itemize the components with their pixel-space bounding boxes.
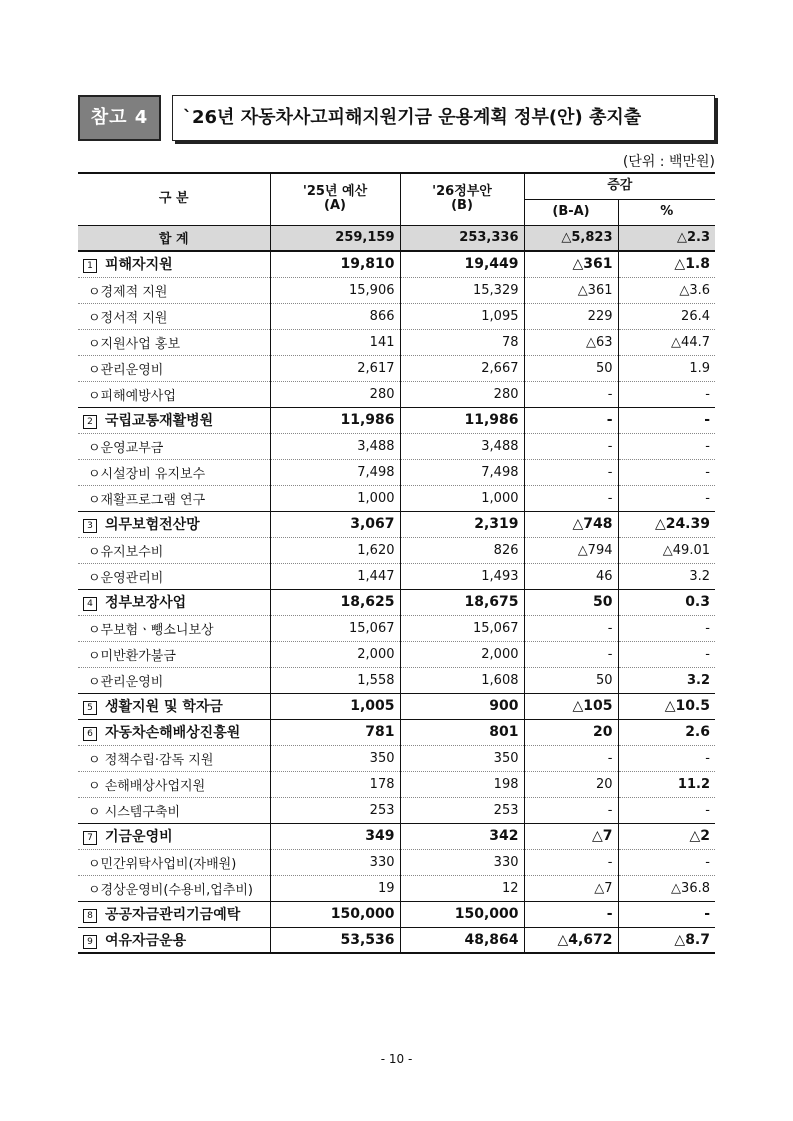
table-row [78,355,715,381]
value-pct: - [618,615,715,641]
page-title: `26년 자동차사고피해지원기금 운용계획 정부(안) 총지출 [172,95,715,141]
value-b: 1,493 [400,563,524,589]
row-label-text: ㅇ운영교부금 [88,440,164,456]
row-label [78,459,270,485]
value-a: 53,536 [270,927,400,953]
value-b: 826 [400,537,524,563]
row-label-text: 생활지원 및 학자금 [105,699,223,715]
value-a: 141 [270,329,400,355]
title-row [78,95,715,141]
value-pct: △2 [618,823,715,849]
category-row [78,823,715,849]
value-pct: - [618,485,715,511]
value-b: 253 [400,797,524,823]
value-diff: △105 [524,693,618,719]
table-row [78,485,715,511]
value-a: 11,986 [270,407,400,433]
value-b: 198 [400,771,524,797]
value-diff: - [524,381,618,407]
value-b: 78 [400,329,524,355]
value-pct: 11.2 [618,771,715,797]
value-diff: - [524,407,618,433]
value-diff: △361 [524,277,618,303]
row-label [78,823,270,849]
value-b: 48,864 [400,927,524,953]
value-pct: △44.7 [618,329,715,355]
row-label [78,849,270,875]
value-a: 178 [270,771,400,797]
value-diff: △7 [524,875,618,901]
row-label-text: ㅇ재활프로그램 연구 [88,492,206,508]
value-diff: △794 [524,537,618,563]
row-label [78,667,270,693]
row-label-text: ㅇ지원사업 홍보 [88,336,181,352]
header-col-a [270,173,400,225]
value-a: 330 [270,849,400,875]
total-diff: △5,823 [524,225,618,251]
value-pct: 0.3 [618,589,715,615]
table-row [78,563,715,589]
header-col-b [400,173,524,225]
value-pct: - [618,433,715,459]
table-row [78,381,715,407]
value-pct: △24.39 [618,511,715,537]
value-pct: - [618,407,715,433]
value-b: 342 [400,823,524,849]
value-diff: △748 [524,511,618,537]
total-pct: △2.3 [618,225,715,251]
row-label-text: ㅇ민간위탁사업비(자배원) [88,856,237,872]
value-a: 2,617 [270,355,400,381]
total-row [78,225,715,251]
table-row [78,849,715,875]
value-b: 280 [400,381,524,407]
row-label [78,537,270,563]
value-b: 2,667 [400,355,524,381]
table-row [78,277,715,303]
category-row [78,407,715,433]
value-diff: - [524,745,618,771]
value-pct: △8.7 [618,927,715,953]
value-diff: - [524,641,618,667]
row-label [78,303,270,329]
category-row [78,719,715,745]
row-label [78,563,270,589]
value-b: 19,449 [400,251,524,277]
value-pct: - [618,381,715,407]
row-label-text: ㅇ관리운영비 [88,362,164,378]
row-label-text: 정부보장사업 [105,595,187,611]
header-col-a-line1: '25년 예산 [302,184,368,200]
row-label-text: ㅇ피해예방사업 [88,388,176,404]
table-row [78,771,715,797]
value-pct: △36.8 [618,875,715,901]
value-a: 349 [270,823,400,849]
value-b: 11,986 [400,407,524,433]
value-pct: △1.8 [618,251,715,277]
reference-badge: 참고 4 [78,95,161,141]
value-diff: 20 [524,771,618,797]
row-label-text: 기금운영비 [105,829,173,845]
value-b: 18,675 [400,589,524,615]
row-label-text: ㅇ유지보수비 [88,544,164,560]
category-number: 2 [83,415,97,429]
row-label-text: ㅇ정서적 지원 [88,310,168,326]
table-row [78,797,715,823]
value-a: 1,447 [270,563,400,589]
value-diff: 50 [524,589,618,615]
value-b: 1,000 [400,485,524,511]
row-label [78,641,270,667]
header-change: 증감 [607,178,633,194]
value-b: 350 [400,745,524,771]
value-pct: 3.2 [618,563,715,589]
row-label [78,875,270,901]
value-b: 1,095 [400,303,524,329]
value-b: 330 [400,849,524,875]
table-row [78,459,715,485]
value-pct: - [618,745,715,771]
category-row [78,511,715,537]
table-row [78,615,715,641]
value-a: 1,558 [270,667,400,693]
value-diff: - [524,901,618,927]
category-number: 8 [83,909,97,923]
category-row [78,901,715,927]
category-number: 4 [83,597,97,611]
header-change-diff: (B-A) [524,199,618,225]
row-label [78,381,270,407]
value-b: 801 [400,719,524,745]
value-b: 15,067 [400,615,524,641]
category-number: 9 [83,935,97,949]
value-diff: △4,672 [524,927,618,953]
value-diff: 229 [524,303,618,329]
row-label-text: ㅇ무보험ㆍ뺑소니보상 [88,622,214,638]
row-label [78,511,270,537]
value-diff: 20 [524,719,618,745]
row-label-text: ㅇ시설장비 유지보수 [88,466,206,482]
value-b: 3,488 [400,433,524,459]
row-label-text: ㅇ관리운영비 [88,674,164,690]
row-label [78,433,270,459]
row-label [78,589,270,615]
value-diff: 50 [524,355,618,381]
row-label [78,927,270,953]
row-label-text: 자동차손해배상진흥원 [105,725,241,741]
value-a: 1,005 [270,693,400,719]
category-row [78,927,715,953]
category-number: 1 [83,259,97,273]
row-label [78,329,270,355]
value-a: 350 [270,745,400,771]
row-label-text: ㅇ 시스템구축비 [88,804,181,820]
header-change-pct: % [618,199,715,225]
value-b: 12 [400,875,524,901]
total-label: 합 계 [78,225,270,251]
header-col-a-line2: (A) [324,198,346,214]
value-a: 866 [270,303,400,329]
row-label [78,355,270,381]
value-diff: - [524,459,618,485]
table-row [78,433,715,459]
value-a: 1,620 [270,537,400,563]
table-row [78,329,715,355]
row-label [78,693,270,719]
value-pct: 26.4 [618,303,715,329]
row-label-text: 국립교통재활병원 [105,413,214,429]
row-label [78,615,270,641]
table-header-row [78,173,715,199]
category-row [78,251,715,277]
value-b: 2,319 [400,511,524,537]
category-row [78,589,715,615]
category-number: 5 [83,701,97,715]
value-diff: - [524,615,618,641]
row-label-text: 의무보험전산망 [105,517,200,533]
value-diff: △7 [524,823,618,849]
value-a: 19,810 [270,251,400,277]
value-b: 150,000 [400,901,524,927]
row-label-text: 피해자지원 [105,257,173,274]
value-diff: 46 [524,563,618,589]
total-b: 253,336 [400,225,524,251]
category-number: 7 [83,831,97,845]
value-diff: 50 [524,667,618,693]
value-a: 19 [270,875,400,901]
page-number: - 10 - [380,1052,413,1066]
value-diff: △63 [524,329,618,355]
value-pct: △49.01 [618,537,715,563]
table-row [78,875,715,901]
row-label-text: ㅇ운영관리비 [88,570,164,586]
table-row [78,537,715,563]
value-a: 15,067 [270,615,400,641]
unit-label: (단위 : 백만원) [622,154,715,170]
category-row [78,693,715,719]
value-pct: 2.6 [618,719,715,745]
value-b: 2,000 [400,641,524,667]
row-label-text: ㅇ미반환가불금 [88,648,176,664]
table-row [78,641,715,667]
value-diff: - [524,433,618,459]
value-pct: - [618,797,715,823]
value-b: 1,608 [400,667,524,693]
row-label-text: ㅇ 정책수립·감독 지원 [88,752,214,768]
value-a: 781 [270,719,400,745]
row-label [78,745,270,771]
value-pct: 3.2 [618,667,715,693]
value-pct: - [618,641,715,667]
category-number: 3 [83,519,97,533]
value-diff: - [524,797,618,823]
value-a: 280 [270,381,400,407]
row-label-text: 여유자금운용 [105,932,187,949]
value-b: 900 [400,693,524,719]
value-a: 1,000 [270,485,400,511]
header-col-b-line2: (B) [451,198,473,214]
total-a: 259,159 [270,225,400,251]
value-pct: - [618,901,715,927]
value-b: 7,498 [400,459,524,485]
value-pct: - [618,459,715,485]
category-number: 6 [83,727,97,741]
budget-table [78,172,715,954]
value-a: 150,000 [270,901,400,927]
row-label [78,407,270,433]
value-b: 15,329 [400,277,524,303]
value-diff: △361 [524,251,618,277]
table-row [78,745,715,771]
value-a: 15,906 [270,277,400,303]
row-label-text: ㅇ경제적 지원 [88,284,168,300]
header-category: 구 분 [78,173,270,225]
value-a: 3,488 [270,433,400,459]
value-pct: △3.6 [618,277,715,303]
row-label [78,901,270,927]
row-label [78,797,270,823]
row-label-text: ㅇ경상운영비(수용비,업추비) [88,882,253,898]
value-diff: - [524,485,618,511]
value-a: 253 [270,797,400,823]
value-pct: △10.5 [618,693,715,719]
row-label [78,251,270,277]
value-a: 2,000 [270,641,400,667]
row-label [78,277,270,303]
value-pct: - [618,849,715,875]
value-a: 7,498 [270,459,400,485]
table-row [78,667,715,693]
row-label-text: ㅇ 손해배상사업지원 [88,778,206,794]
value-diff: - [524,849,618,875]
value-pct: 1.9 [618,355,715,381]
value-a: 3,067 [270,511,400,537]
header-col-b-line1: '26정부안 [432,184,492,200]
table-row [78,303,715,329]
row-label [78,719,270,745]
value-a: 18,625 [270,589,400,615]
row-label [78,485,270,511]
row-label [78,771,270,797]
row-label-text: 공공자금관리기금예탁 [105,907,241,923]
